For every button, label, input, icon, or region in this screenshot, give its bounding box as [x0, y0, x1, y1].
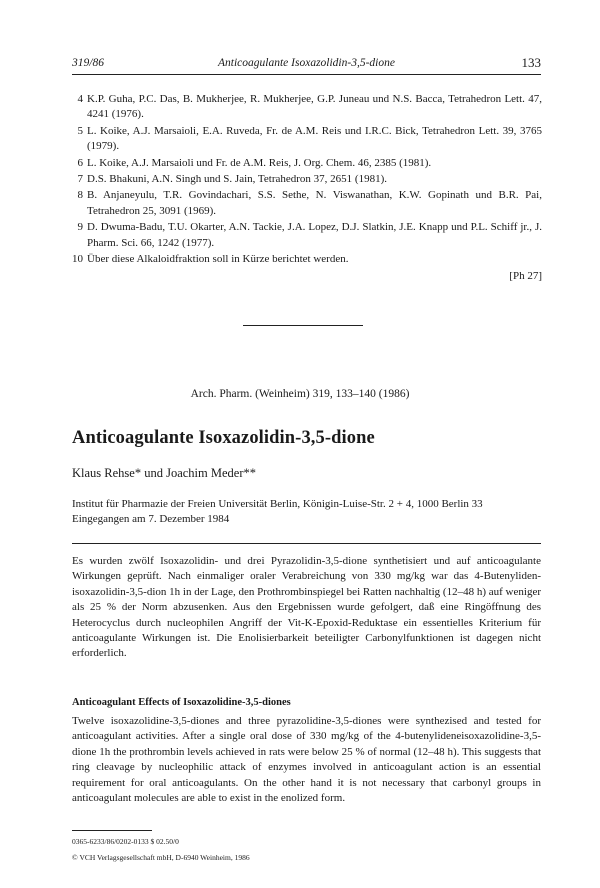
reference-text: Über diese Alkaloidfraktion soll in Kürze berichtet werden.	[87, 253, 349, 266]
english-title: Anticoagulant Effects of Isoxazolidine-3,5-diones	[72, 697, 291, 708]
reference-text: D.S. Bhakuni, A.N. Singh und S. Jain, Tetrahedron 37, 2651 (1981).	[87, 173, 387, 186]
affiliation-block	[72, 497, 542, 527]
running-title: Anticoagulante Isoxazolidin-3,5-dione	[218, 57, 395, 69]
reference-item	[72, 124, 542, 155]
copyright-line: © VCH Verlagsgesellschaft mbH, D-6940 Weinheim, 1986	[72, 853, 250, 862]
reference-item	[72, 188, 542, 219]
abstract-rule	[72, 543, 541, 544]
reference-number: 9	[77, 221, 83, 234]
reference-number: 10	[72, 253, 83, 266]
article-authors: Klaus Rehse* und Joachim Meder**	[72, 466, 256, 480]
journal-citation: Arch. Pharm. (Weinheim) 319, 133–140 (1986)	[190, 388, 410, 400]
page-number: 133	[521, 55, 541, 70]
section-divider	[243, 325, 363, 326]
running-header	[72, 57, 541, 73]
reference-text: L. Koike, A.J. Marsaioli, E.A. Ruveda, Fr. de A.M. Reis und I.R.C. Bick, Tetrahedron Lett. 39, 3765 (1979).	[87, 124, 542, 153]
reference-text: D. Dwuma-Badu, T.U. Okarter, A.N. Tackie, J.A. Lopez, D.J. Slatkin, J.E. Knapp und P.L. Schiff jr., J. Pharm. Sci. 66, 1242 (1977).	[87, 221, 542, 249]
reference-text: K.P. Guha, P.C. Das, B. Mukherjee, R. Mukherjee, G.P. Juneau und N.S. Bacca, Tetrahedron Lett. 47, 4241 (1976).	[87, 93, 542, 121]
reference-number: 6	[77, 156, 83, 169]
reference-item	[72, 92, 542, 123]
volume-code: 319/86	[72, 57, 104, 69]
abstract-english: Twelve isoxazolidine-3,5-diones and three pyrazolidine-3,5-diones were synthezised and tested for anticoagulant activities. After a single oral dose of 330 mg/kg of the 4-butenylideneisoxazolidine-3,5-dione 1h the prothrombin levels achieved in rats were below 25 % of normal (12–48 h). This suggests that ring cleavage by nucleophilic attack of enzymes involved in anticoagulant action is an essential requirement for oral anticoagulants. On the other hand it is not necessary that carbonyl groups in anticoagulant molecules are able to exist in the enolized form.	[72, 715, 541, 805]
reference-text: B. Anjaneyulu, T.R. Govindachari, S.S. Sethe, N. Viswanathan, K.W. Gopinath und B.R. Pai, Tetrahedron 25, 3091 (1969).	[87, 189, 542, 217]
issn-line: 0365-6233/86/0202-0133 $ 02.50/0	[72, 837, 179, 846]
header-rule	[72, 74, 541, 75]
footer-rule	[72, 830, 152, 831]
reference-number: 4	[77, 93, 83, 105]
reference-list	[72, 92, 542, 268]
reference-item	[72, 156, 542, 171]
received-date: Eingegangen am 7. Dezember 1984	[72, 513, 230, 525]
manuscript-code: [Ph 27]	[509, 270, 542, 282]
reference-text: L. Koike, A.J. Marsaioli und Fr. de A.M. Reis, J. Org. Chem. 46, 2385 (1981).	[87, 156, 432, 169]
reference-item	[72, 220, 542, 251]
affiliation: Institut für Pharmazie der Freien Universität Berlin, Königin-Luise-Str. 2 + 4, 1000 Berlin 33	[72, 498, 483, 510]
article-title: Anticoagulante Isoxazolidin-3,5-dione	[72, 428, 375, 448]
abstract-german: Es wurden zwölf Isoxazolidin- und drei Pyrazolidin-3,5-dione synthetisiert und auf anticoagulante Wirkungen geprüft. Nach einmaliger oraler Verabreichung von 330 mg/kg war das 4-Butenyliden-isoxazolidin-3,5-dion 1h in der Lage, den Prothrombinspiegel bei Ratten nachhaltig (12–48 h) auf weniger als 25 % der Norm abzusenken. Aus den Ergebnissen wurde gefolgert, daß eine Ringöffnung des Heterocyclus durch nucleophilen Angriff der Vit-K-Epoxid-Reduktase ein essentielles Kriterium für anticoagulante Wirkungen ist. Die Enolisierbarkeit beteiligter Carbonylfunktionen ist dagegen nicht erforderlich.	[72, 555, 541, 660]
reference-item	[72, 172, 542, 187]
reference-number: 7	[77, 173, 83, 186]
reference-number: 5	[77, 124, 83, 137]
reference-number: 8	[77, 189, 83, 202]
reference-item	[72, 252, 542, 267]
